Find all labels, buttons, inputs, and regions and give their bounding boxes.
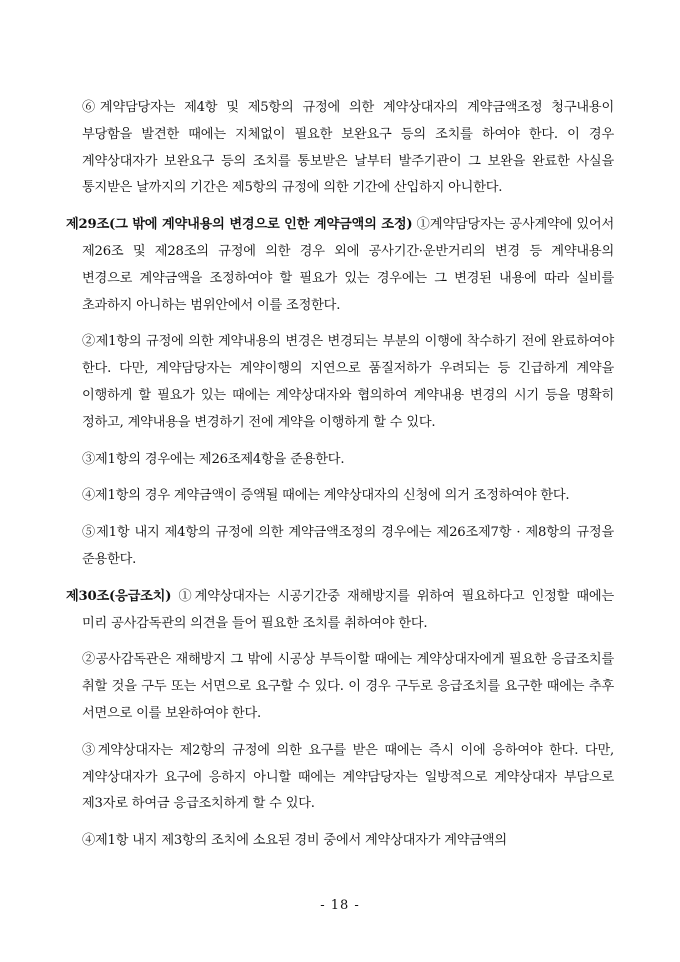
article-30-title: 제30조(응급조치) xyxy=(66,588,172,604)
article-30-clause-4: ④제1항 내지 제3항의 조치에 소요된 경비 중에서 계약상대자가 계약금액의 xyxy=(82,833,507,849)
clause-29-prev-6: ⑥계약담당자는 제4항 및 제5항의 규정에 의한 계약상대자의 계약금액조정 청구내용이 부당함을 발견한 때에는 지체없이 필요한 보완요구 등의 조치를 하여야 한다. 이 경우 계약상대자가 보완요구 등의 조치를 통보받은 날부터 발주기관이 그 보완을 완료한 사실을 통지받은 날까지의 기간은 제5항의 규정에 의한 기간에 산입하지 아니한다. xyxy=(82,100,614,196)
article-29-clause-5: ⑤제1항 내지 제4항의 규정에 의한 계약금액조정의 경우에는 제26조제7항 · 제8항의 규정을 준용한다. xyxy=(82,525,614,567)
article-29-clause-2: ②제1항의 규정에 의한 계약내용의 변경은 변경되는 부분의 이행에 착수하기 전에 완료하여야 한다. 다만, 계약담당자는 계약이행의 지연으로 품질저하가 우려되는 등 긴급하게 계약을 이행하게 할 필요가 있는 때에는 계약상대자와 협의하여 계약내용 변경의 시기 등을 명확히 정하고, 계약내용을 변경하기 전에 계약을 이행하게 할 수 있다. xyxy=(82,334,614,430)
article-30-clause-1: ①계약상대자는 시공기간중 재해방지를 위하여 필요하다고 인정할 때에는 미리 공사감독관의 의견을 들어 필요한 조치를 취하여야 한다. xyxy=(82,588,614,631)
article-29-title: 제29조(그 밖에 계약내용의 변경으로 인한 계약금액의 조정) xyxy=(66,217,413,233)
article-29-clause-4: ④제1항의 경우 계약금액이 증액될 때에는 계약상대자의 신청에 의거 조정하여야 한다. xyxy=(82,488,570,504)
document-body xyxy=(66,95,614,865)
article-29-clause-3: ③제1항의 경우에는 제26조제4항을 준용한다. xyxy=(82,451,345,467)
article-29 xyxy=(66,212,614,319)
article-29-clause-1: ①계약담당자는 공사계약에 있어서 제26조 및 제28조의 규정에 의한 경우 외에 공사기간·운반거리의 변경 등 계약내용의 변경으로 계약금액을 조정하여야 할 필요가 있는 경우에는 그 변경된 내용에 따라 실비를 초과하지 아니하는 범위안에서 이를 조정한다. xyxy=(82,217,614,313)
page-number: - 18 - xyxy=(320,898,360,913)
article-30 xyxy=(66,584,614,638)
article-30-clause-2: ②공사감독관은 재해방지 그 밖에 시공상 부득이할 때에는 계약상대자에게 필요한 응급조치를 취할 것을 구두 또는 서면으로 요구할 수 있다. 이 경우 구두로 응급조치를 요구한 때에는 추후 서면으로 이를 보완하여야 한다. xyxy=(82,652,614,721)
article-30-clause-3: ③계약상대자는 제2항의 규정에 의한 요구를 받은 때에는 즉시 이에 응하여야 한다. 다만, 계약상대자가 요구에 응하지 아니할 때에는 계약담당자는 일방적으로 계약상대자 부담으로 제3자로 하여금 응급조치하게 할 수 있다. xyxy=(82,742,614,812)
